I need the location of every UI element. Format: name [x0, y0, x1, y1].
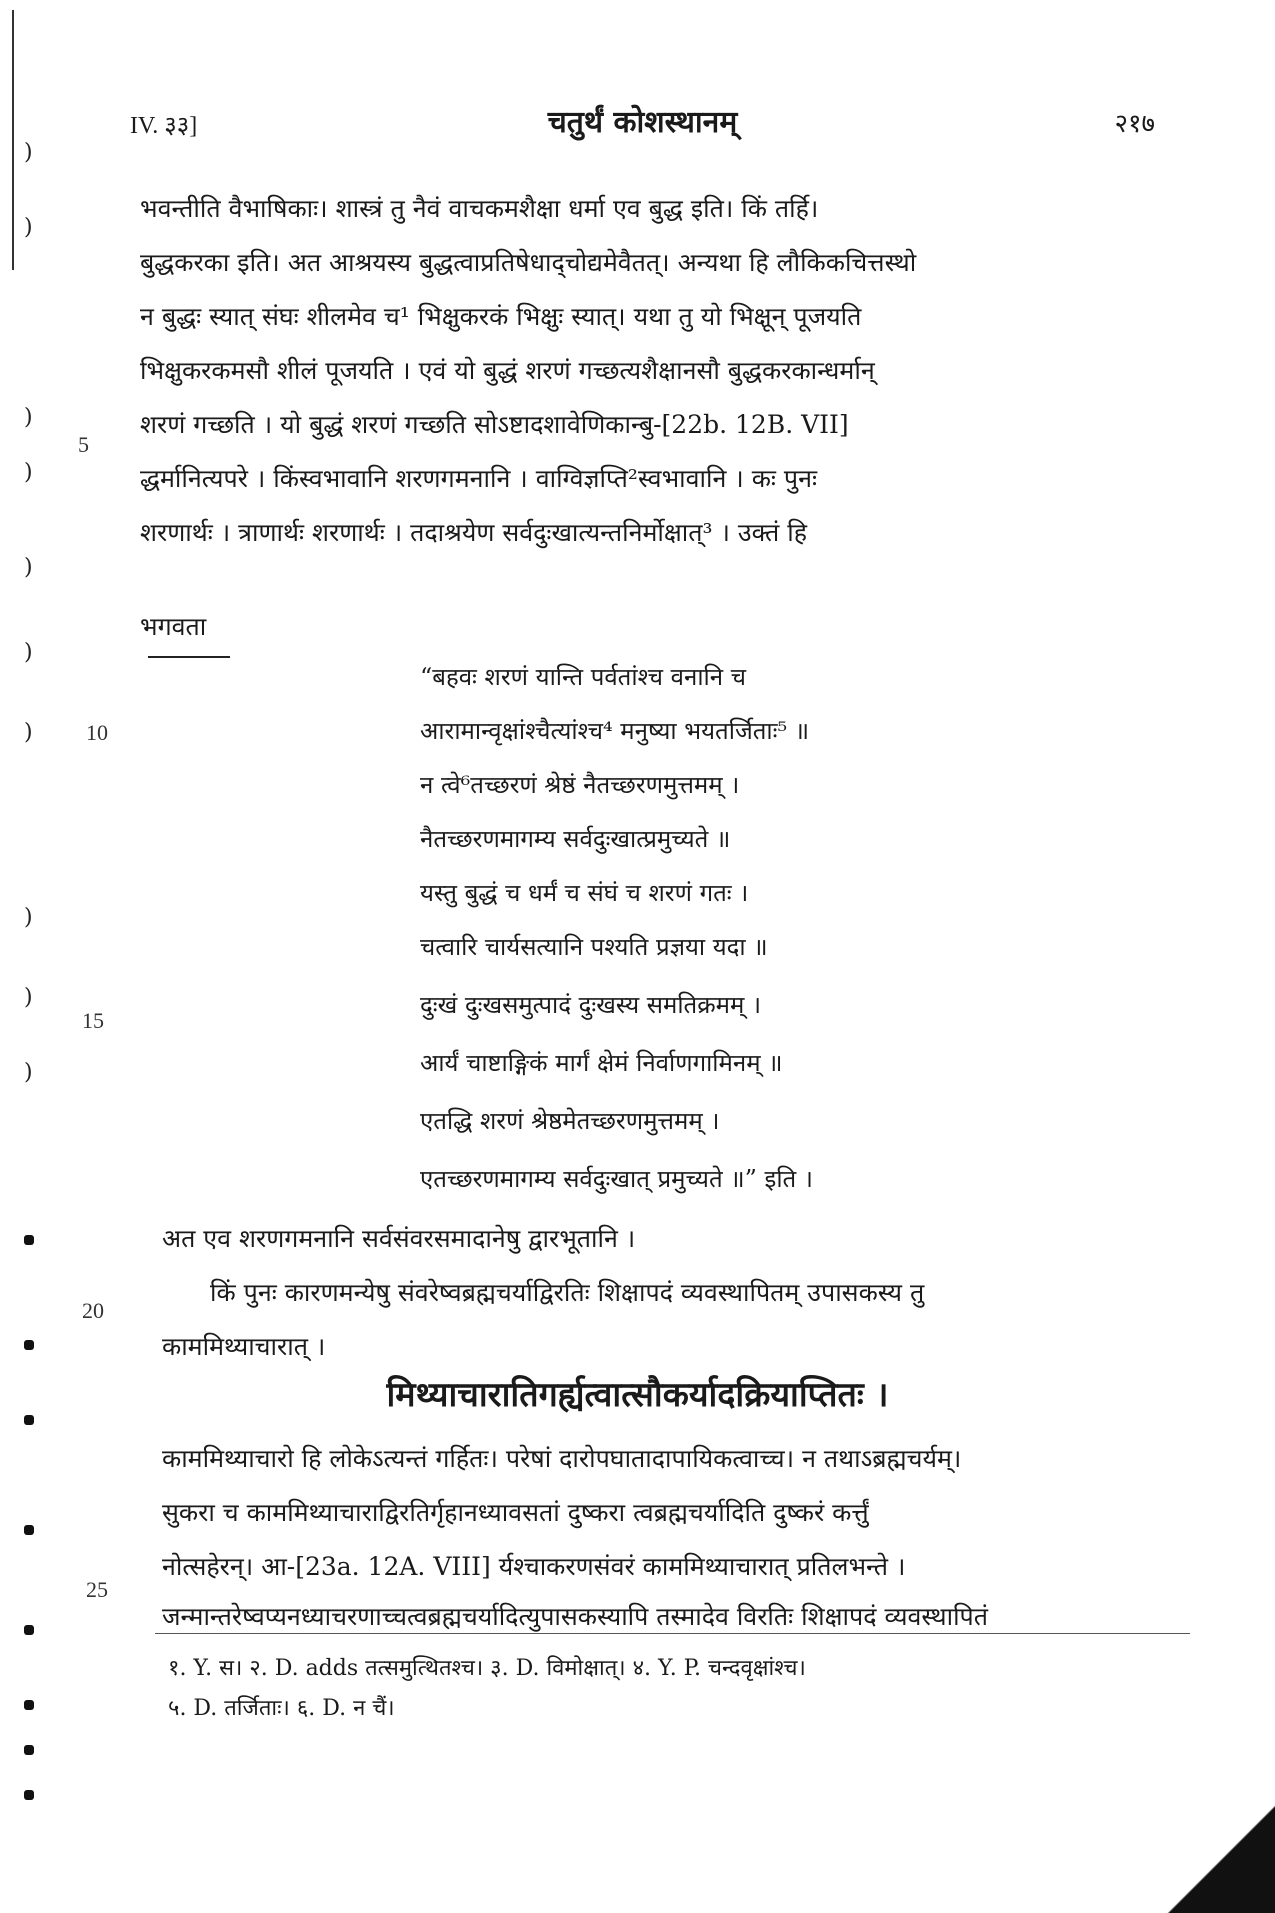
footnote-line: १. Y. स। २. D. adds तत्समुत्थितश्च। ३. D. विमोक्षात्। ४. Y. P. चन्दवृक्षांश्च।: [168, 1656, 806, 1681]
verse-line: चत्वारि चार्यसत्यानि पश्यति प्रज्ञया यदा ॥: [420, 933, 768, 961]
margin-blot: [24, 1745, 34, 1755]
page-title: चतुर्थं कोशस्थानम्: [547, 105, 738, 140]
prose-line: सुकरा च काममिथ्याचाराद्विरतिर्गृहानध्यावसतां दुष्करा त्वब्रह्मचर्यादिति दुष्करं कर्त्तुं: [162, 1498, 869, 1527]
prose-line: शरणार्थः । त्राणार्थः शरणार्थः । तदाश्रयेण सर्वदुःखात्यन्तनिर्मोक्षात्³ । उक्तं हि: [140, 518, 807, 547]
margin-mark: ): [24, 140, 33, 165]
margin-blot: [24, 1415, 34, 1425]
margin-mark: ): [24, 985, 33, 1010]
margin-mark: ): [24, 460, 33, 485]
footnote-line: ५. D. तर्जिताः। ६. D. न चैं।: [168, 1696, 395, 1721]
karika-verse: मिथ्याचारातिगर्ह्यत्वात्सौकर्यादक्रियाप्तितः ।: [386, 1375, 889, 1415]
prose-line: बुद्धकरका इति। अत आश्रयस्य बुद्धत्वाप्रतिषेधाद्‌चोद्यमेवैतत्। अन्यथा हि लौकिकचित्तस्थो: [140, 248, 917, 277]
margin-mark: ): [24, 215, 33, 240]
margin-blot: [24, 1340, 34, 1350]
margin-blot: [24, 1790, 34, 1800]
margin-mark: ): [24, 405, 33, 430]
prose-line: अत एव शरणगमनानि सर्वसंवरसमादानेषु द्वारभूतानि ।: [162, 1224, 636, 1253]
prose-line: काममिथ्याचारात् ।: [162, 1332, 326, 1361]
running-header: [130, 100, 1155, 150]
line-number: 10: [86, 720, 108, 745]
margin-mark: ): [24, 640, 33, 665]
verse-line: “बहवः शरणं यान्ति पर्वतांश्च वनानि च: [420, 663, 746, 691]
left-margin-line: [12, 10, 14, 270]
page-number: २१७: [1114, 109, 1155, 139]
verse-line: एतच्छरणमागम्य सर्वदुःखात् प्रमुच्यते ॥” इति ।: [420, 1165, 813, 1193]
verse-line: आरामान्वृक्षांश्चैत्यांश्च⁴ मनुष्या भयतर्जिताः⁵ ॥: [420, 717, 810, 745]
verse-line: न त्वे⁶तच्छरणं श्रेष्ठं नैतच्छरणमुत्तमम् ।: [420, 771, 740, 799]
margin-blot: [24, 1235, 34, 1245]
footnote-rule: [155, 1633, 1190, 1634]
margin-mark: ): [24, 720, 33, 745]
line-number: 15: [82, 1008, 104, 1033]
verse-line: एतद्धि शरणं श्रेष्ठमेतच्छरणमुत्तमम् ।: [420, 1107, 720, 1135]
underline: [148, 656, 230, 658]
prose-line: भवन्तीति वैभाषिकाः। शास्त्रं तु नैवं वाचकमशैक्षा धर्मा एव बुद्ध इति। किं तर्हि।: [140, 194, 819, 223]
margin-mark: ): [24, 1060, 33, 1085]
prose-line: जन्मान्तरेष्वप्यनध्याचरणाच्चत्वब्रह्मचर्यादित्युपासकस्यापि तस्मादेव विरतिः शिक्षापदं व्यवस्थापितं: [162, 1602, 988, 1631]
verse-line: दुःखं दुःखसमुत्पादं दुःखस्य समतिक्रमम् ।: [420, 991, 762, 1019]
line-number: 5: [78, 432, 89, 457]
line-number: 25: [86, 1577, 108, 1602]
prose-line: भिक्षुकरकमसौ शीलं पूजयति । एवं यो बुद्धं शरणं गच्छत्यशैक्षानसौ बुद्धकरकान्धर्मान्: [140, 356, 875, 385]
prose-line: काममिथ्याचारो हि लोकेऽत्यन्तं गर्हितः। परेषां दारोपघातादापायिकत्वाच्च। न तथाऽब्रह्मचर्यम्।: [162, 1444, 962, 1473]
prose-line: शरणं गच्छति । यो बुद्धं शरणं गच्छति सोऽष्टादशावेणिकान्बु-[22b. 12B. VII]: [140, 410, 849, 439]
prose-line: न बुद्धः स्यात् संघः शीलमेव च¹ भिक्षुकरकं भिक्षुः स्यात्। यथा तु यो भिक्षून् पूजयति: [140, 302, 862, 331]
chapter-reference: IV. ३३]: [130, 113, 198, 139]
margin-blot: [24, 1525, 34, 1535]
margin-blot: [24, 1625, 34, 1635]
margin-mark: ): [24, 905, 33, 930]
line-number: 20: [82, 1298, 104, 1323]
margin-blot: [24, 1700, 34, 1710]
margin-mark: ): [24, 555, 33, 580]
prose-line: नोत्सहेरन्। आ-[23a. 12A. VIII] र्यश्चाकरणसंवरं काममिथ्याचारात् प्रतिलभन्ते ।: [162, 1552, 906, 1581]
verse-line: यस्तु बुद्धं च धर्मं च संघं च शरणं गतः ।: [420, 879, 749, 907]
prose-line: किं पुनः कारणमन्येषु संवरेष्वब्रह्मचर्याद्विरतिः शिक्षापदं व्यवस्थापितम् उपासकस्य तु: [210, 1278, 925, 1307]
corner-shadow: [1155, 1793, 1275, 1913]
prose-line: भगवता: [140, 612, 207, 641]
prose-line: द्धर्मानित्यपरे । किंस्वभावानि शरणगमनानि । वाग्विज्ञप्ति²स्वभावानि । कः पुनः: [140, 464, 818, 493]
verse-line: नैतच्छरणमागम्य सर्वदुःखात्प्रमुच्यते ॥: [420, 825, 731, 853]
verse-line: आर्यं चाष्टाङ्गिकं मार्गं क्षेमं निर्वाणगामिनम् ॥: [420, 1049, 783, 1077]
